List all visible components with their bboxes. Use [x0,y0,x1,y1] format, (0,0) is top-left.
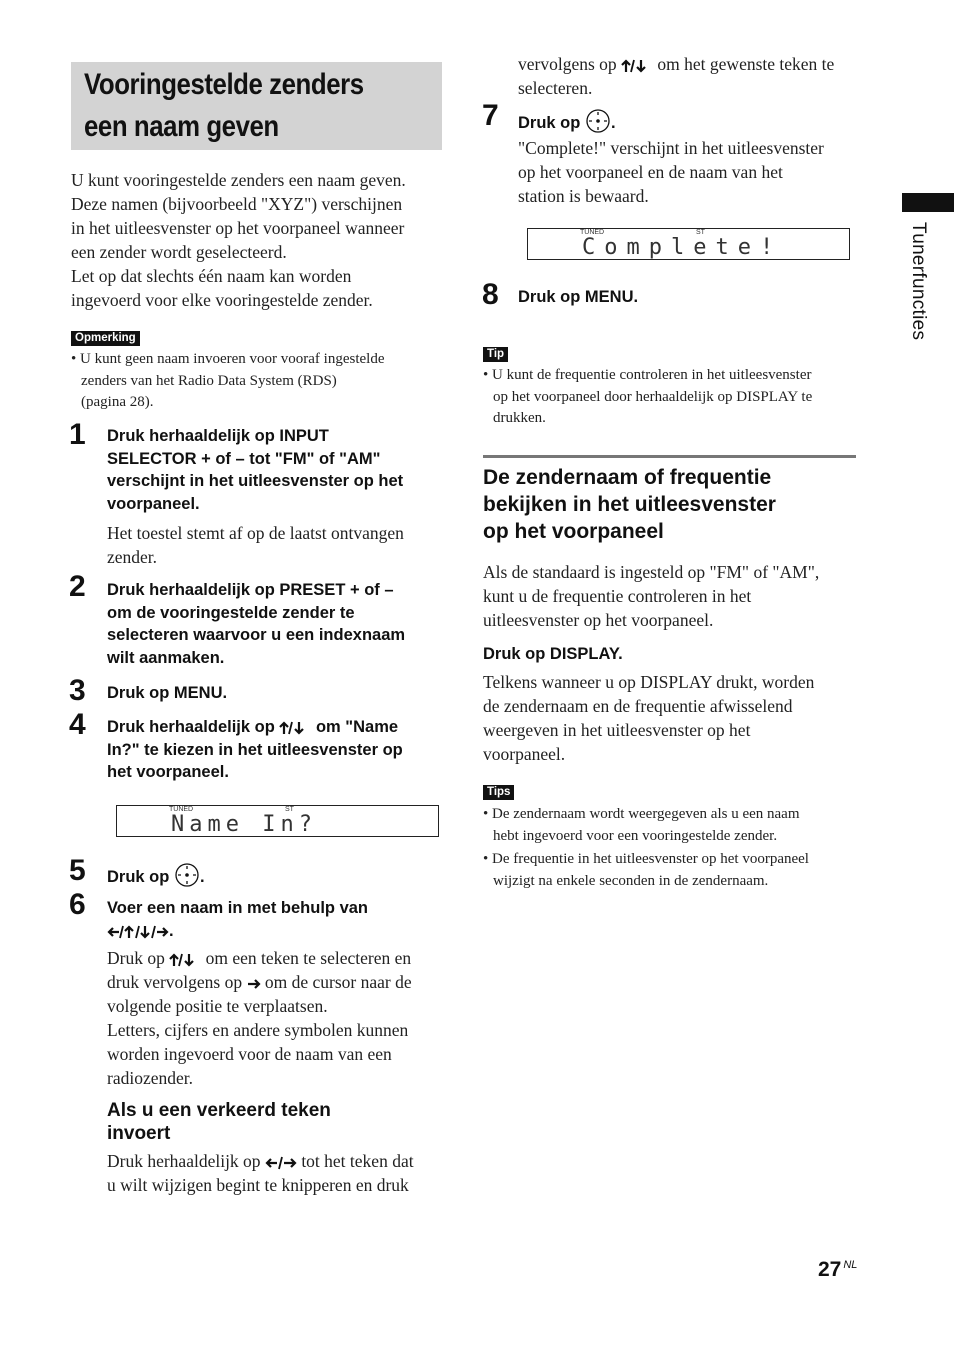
right-arrow-icon [247,977,261,991]
sidebar-tab-marker [902,193,954,212]
four-arrows-icon [107,925,169,939]
step-2-number: 2 [69,570,86,603]
tip-badge: Tip [483,344,508,362]
step-6-instruction: Voer een naam in met behulp van . [107,899,369,940]
tips-badge: Tips [483,782,514,800]
sidebar-section-label: Tunerfuncties [908,222,929,341]
step-3-instruction: Druk op MENU. [107,684,228,702]
stereo-indicator: ST [696,229,705,236]
step-1-description: Het toestel stemt af op de laatst ontvangen zender. [107,523,404,567]
step-5-number: 5 [69,854,86,887]
section-2-description: Telkens wanneer u op DISPLAY drukt, worden de zendernaam en de frequentie afwisselend weergeven in het uitleesvenster op het voorpaneel. [483,672,815,764]
tip-text: • U kunt de frequentie controleren in het uitleesvenster op het voorpaneel door herhaaldelijk op DISPLAY te drukken. [483,367,813,426]
subsection-text: Druk herhaaldelijk op tot het teken dat u wilt wijzigen begint te knipperen en druk [107,1151,414,1195]
subsection-heading: Als u een verkeerd teken invoert [107,1100,331,1144]
page-title-line2: een naam geven [84,110,279,143]
step-6-number: 6 [69,888,86,921]
tuned-indicator: TUNED [169,806,194,813]
note-badge: Opmerking [71,328,140,346]
step-7-number: 7 [482,99,499,132]
step-4-number: 4 [69,708,86,741]
tip-item: • De frequentie in het uitleesvenster op het voorpaneel wijzigt na enkele seconden in de zendernaam. [483,851,809,889]
step-1-number: 1 [69,418,86,451]
enter-button-icon [585,108,611,134]
step-6-description: Druk op om een teken te selecteren en druk vervolgens op om de cursor naar de volgende positie te verplaatsen. Letters, cijfers en andere symbolen kunnen worden ingevoerd voor de naam van een radiozender. [107,948,412,1088]
tips-list [483,804,863,892]
step-1-instruction: Druk herhaaldelijk op INPUT SELECTOR + of – tot "FM" of "AM" verschijnt in het uitleesvenster op het voorpaneel. [107,427,404,513]
subsection-text-continued: vervolgens op om het gewenste teken te selecteren. [518,54,835,98]
display-text: Complete! [582,235,783,260]
enter-button-icon [174,862,200,888]
page-number: 27 $^{NL}$ [818,1258,858,1281]
display-complete [527,228,850,260]
page-title-line1: Vooringestelde zenders [84,68,364,101]
section-2-intro: Als de standaard is ingesteld op "FM" of "AM", kunt u de frequentie controleren in het uitleesvenster op het voorpaneel. [483,562,820,630]
step-4-instruction: Druk herhaaldelijk op om "Name In?" te kiezen in het uitleesvenster op het voorpaneel. [107,718,403,781]
step-8-instruction: Druk op MENU. [518,288,639,306]
up-down-arrow-icon [169,953,201,967]
stereo-indicator: ST [285,806,294,813]
note-text: • U kunt geen naam invoeren voor vooraf ingestelde zenders van het Radio Data System (RDS) (pagina 28). [71,351,385,410]
step-8-number: 8 [482,278,499,311]
display-name-in [116,805,439,837]
step-5-instruction: Druk op . [107,862,205,889]
section-2-step: Druk op DISPLAY. [483,645,623,663]
up-down-arrow-icon [621,59,653,73]
tuned-indicator: TUNED [580,229,605,236]
step-2-instruction: Druk herhaaldelijk op PRESET + of – om de vooringestelde zender te selecteren waarvoor u een indexnaam wilt aanmaken. [107,581,406,667]
tip-item: • De zendernaam wordt weergegeven als u een naam hebt ingevoerd voor een vooringestelde zender. [483,806,800,844]
section-divider [483,455,856,458]
section-2-heading: De zendernaam of frequentie bekijken in het uitleesvenster op het voorpaneel [483,466,776,543]
intro-paragraph: U kunt vooringestelde zenders een naam geven. Deze namen (bijvoorbeeld "XYZ") verschijnen in het uitleesvenster op het voorpaneel wanneer een zender wordt geselecteerd. Let op dat slechts één naam kan worden ingevoerd voor elke vooringestelde zender. [71,170,406,310]
step-3-number: 3 [69,674,86,707]
step-7-instruction: Druk op . [518,108,616,135]
display-text: Name In? [171,812,317,837]
left-right-arrow-icon [265,1156,297,1170]
step-7-description: "Complete!" verschijnt in het uitleesvenster op het voorpaneel en de naam van het station is bewaard. [518,138,824,206]
up-down-arrow-icon [279,721,311,735]
